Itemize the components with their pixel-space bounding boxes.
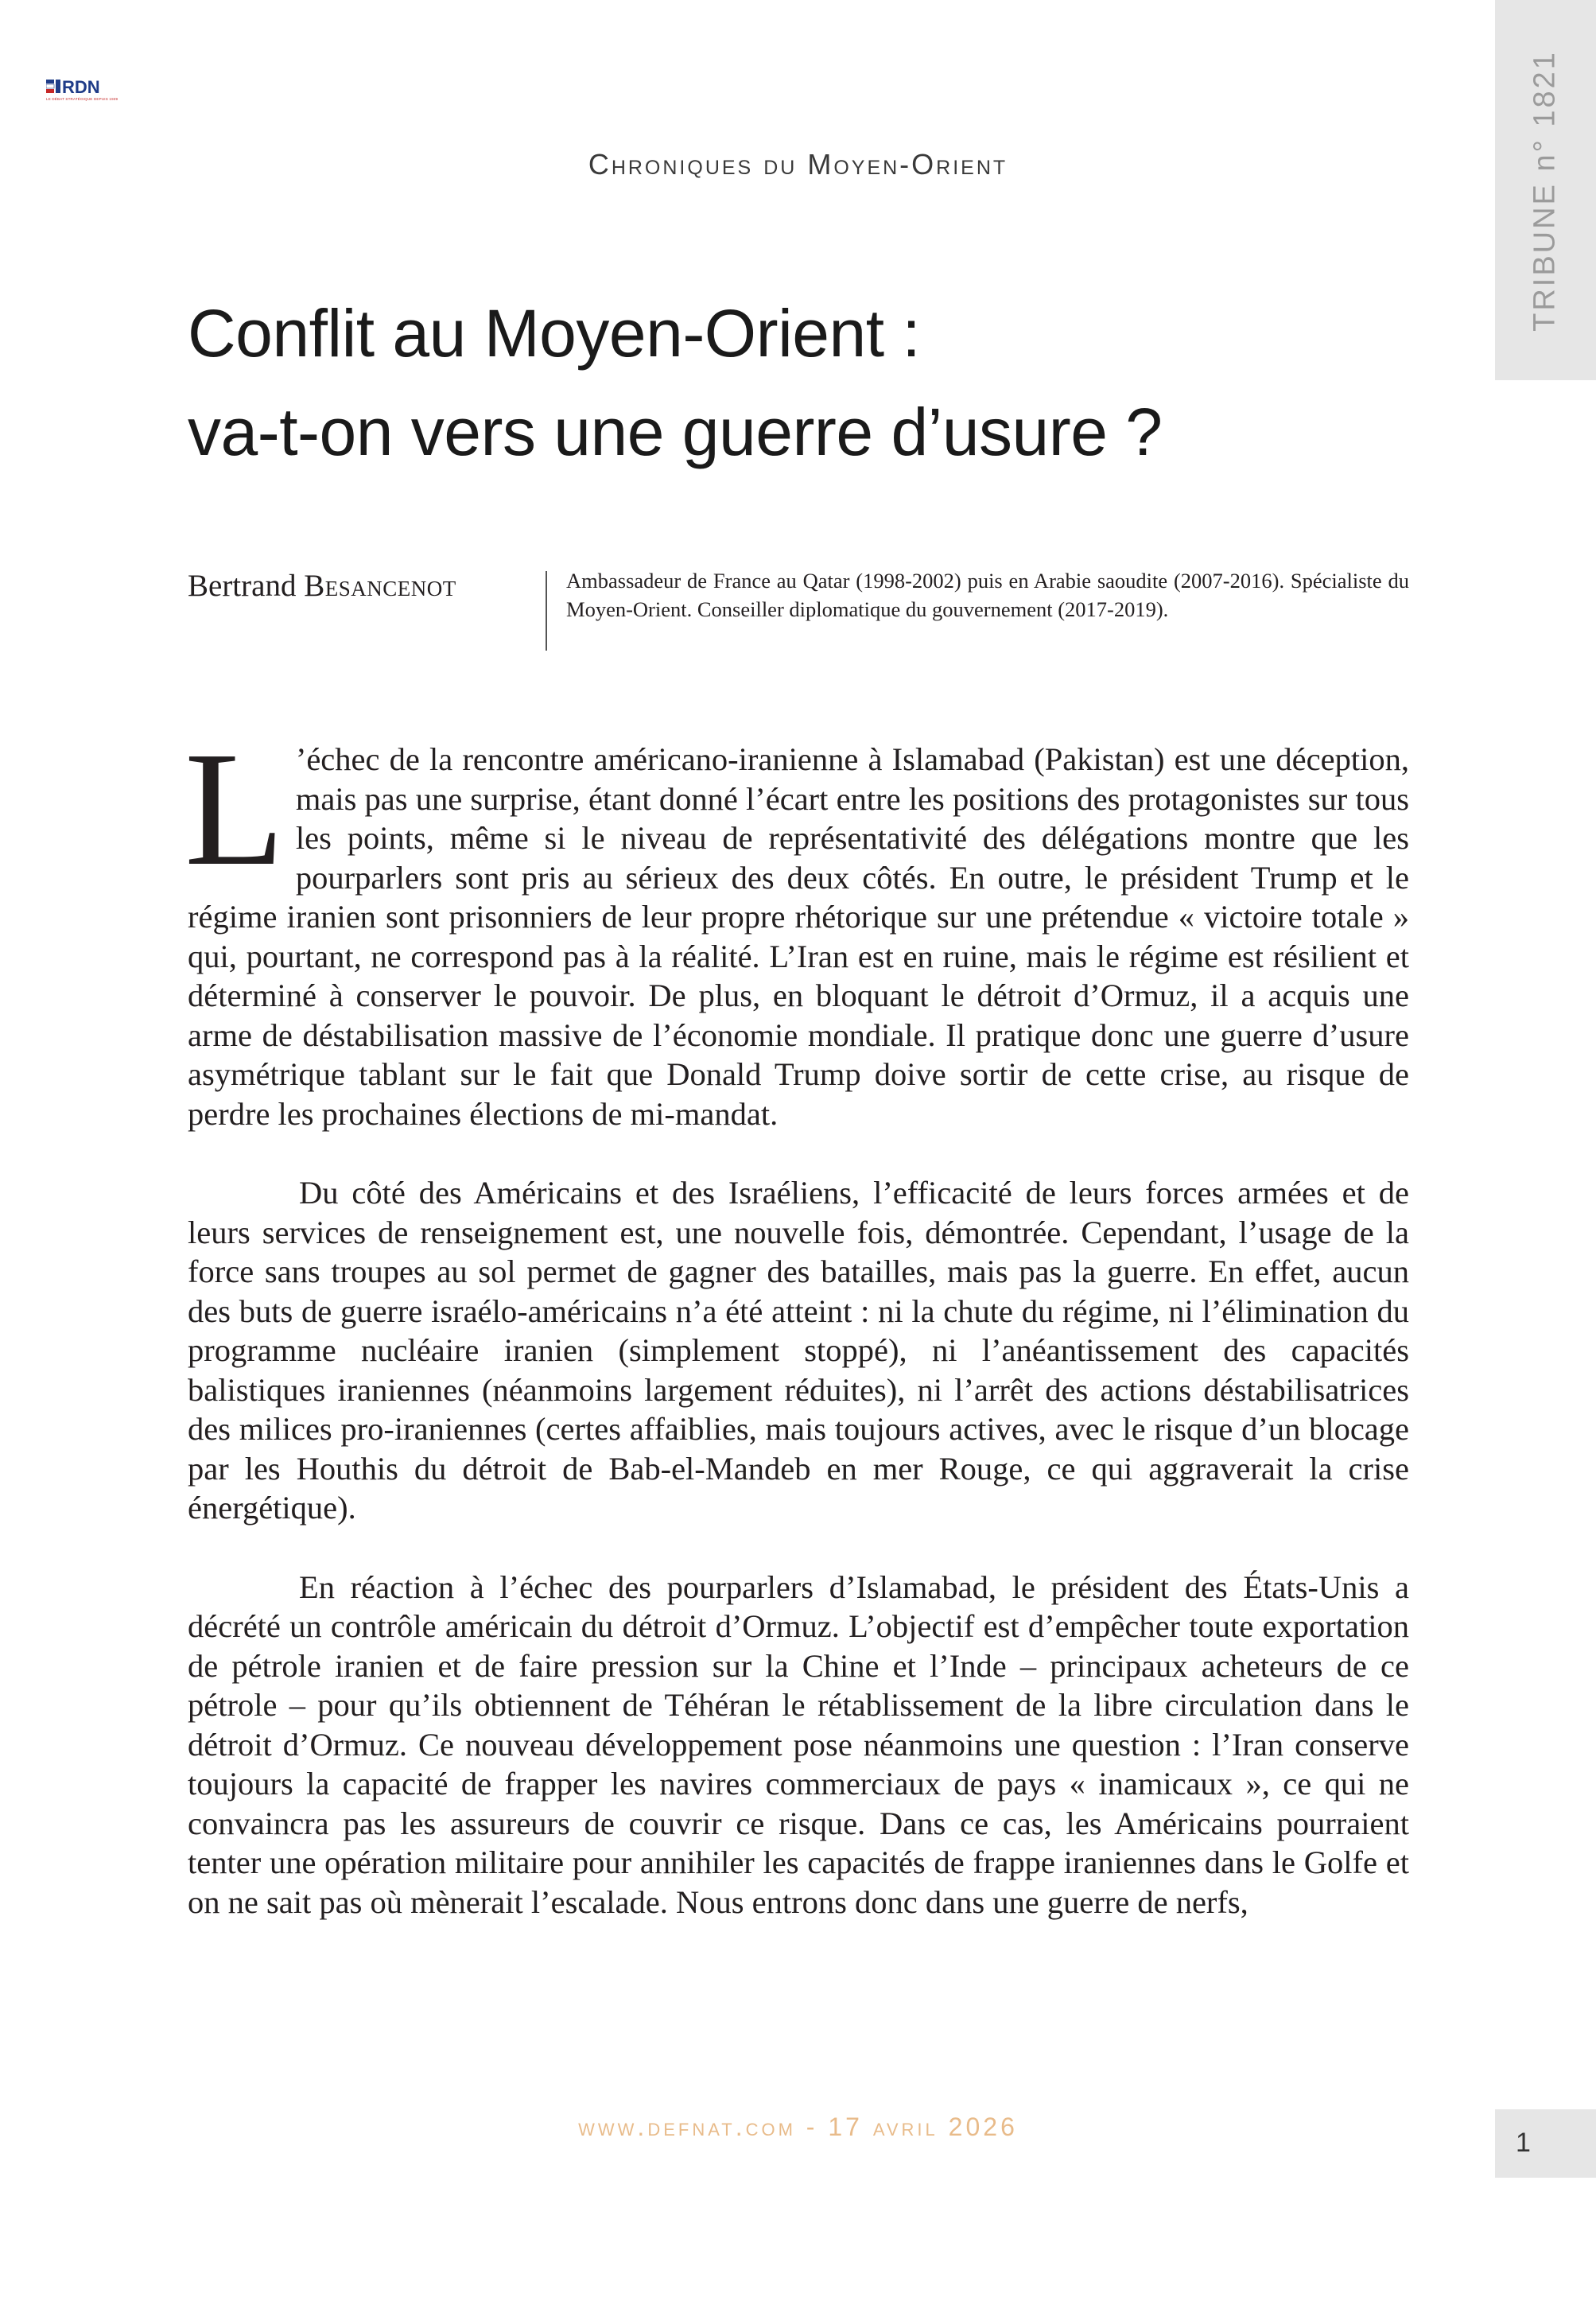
footer-source[interactable]: www.defnat.com - 17 avril 2026	[578, 2112, 1018, 2141]
section-title: Chroniques du Moyen-Orient	[588, 148, 1008, 181]
rdn-logo-icon	[46, 76, 150, 97]
article-body	[184, 717, 1409, 1922]
logo-text: RDN	[62, 77, 100, 97]
logo-tagline: LE DÉBAT STRATÉGIQUE DEPUIS 1939	[46, 97, 118, 101]
rdn-logo	[46, 76, 150, 105]
author-name	[188, 568, 538, 604]
drop-cap: L	[184, 717, 285, 900]
author-bio: Ambassadeur de France au Qatar (1998-2002) puis en Arabie saoudite (2007-2016). Spécialiste du Moyen-Orient. Conseiller diplomatique du gouvernement (2017-2019).	[566, 569, 1409, 621]
paragraph-1-text: ’échec de la rencontre américano-iranienne à Islamabad (Pakistan) est une déception, mais pas une surprise, étant donné l’écart entre les positions des protagonistes sur tous les points, même si le niveau de représentativité des délégations montre que les pourparlers sont pris au sérieux des deux côtés. En outre, le président Trump et le régime iranien sont prisonniers de leur propre rhétorique sur une prétendue « victoire totale » qui, pourtant, ne correspond pas à la réalité. L’Iran est en ruine, mais le régime est résilient et déterminé à conserver le pouvoir. De plus, en bloquant le détroit d’Ormuz, il a acquis une arme de déstabilisation massive de l’économie mondiale. Il pratique donc une guerre d’usure asymétrique tablant sur le fait que Donald Trump doive sortir de cette crise, au risque de perdre les prochaines élections de mi-mandat.	[188, 741, 1409, 1132]
author-first-name: Bertrand	[188, 569, 297, 603]
paragraph-3: En réaction à l’échec des pourparlers d’Islamabad, le président des États-Unis a décrété un contrôle américain du détroit d’Ormuz. L’objectif est d’empêcher toute exportation de pétrole iranien et de faire pression sur la Chine et l’Inde – principaux acheteurs de ce pétrole – pour qu’ils obtiennent de Téhéran le rétablissement de la libre circulation dans le détroit d’Ormuz. Ce nouveau développement pose néanmoins une question : l’Iran conserve toujours la capacité de frapper les navires commerciaux de pays « inamicaux », ce qui ne convaincra pas les assureurs de couvrir ce risque. Dans ce cas, les Américains pourraient tenter une opération militaire pour annihiler les capacités de frappe iraniennes dans le Golfe et on ne sait pas où mènerait l’escalade. Nous entrons donc dans une guerre de nerfs,	[188, 1568, 1409, 1920]
tribune-number: TRIBUNE n° 1821	[1528, 50, 1562, 332]
article-title	[188, 284, 1428, 481]
title-line-1: Conflit au Moyen-Orient :	[188, 296, 921, 371]
bio-divider	[546, 571, 547, 651]
author-last-name: Besancenot	[304, 569, 456, 603]
page-number: 1	[1516, 2128, 1531, 2158]
page-number-tab	[1495, 2109, 1596, 2178]
paragraph-1	[184, 717, 1409, 1133]
paragraph-2: Du côté des Américains et des Israéliens, l’efficacité de leurs forces armées et de leurs services de renseignement est, une nouvelle fois, démontrée. Cependant, l’usage de la force sans troupes au sol permet de gagner des batailles, mais pas la guerre. En effet, aucun des buts de guerre israélo-américains n’a été atteint : ni la chute du régime, ni l’élimination du programme nucléaire iranien (simplement stoppé), ni l’anéantissement des capacités balistiques iraniennes (néanmoins largement réduites), ni l’arrêt des actions déstabilisatrices des milices pro-iraniennes (certes affaiblies, mais toujours actives, avec le risque d’un blocage par les Houthis du détroit de Bab-el-Mandeb en mer Rouge, ce qui aggraverait la crise énergétique).	[188, 1175, 1409, 1526]
title-line-2: va-t-on vers une guerre d’usure ?	[188, 395, 1163, 469]
